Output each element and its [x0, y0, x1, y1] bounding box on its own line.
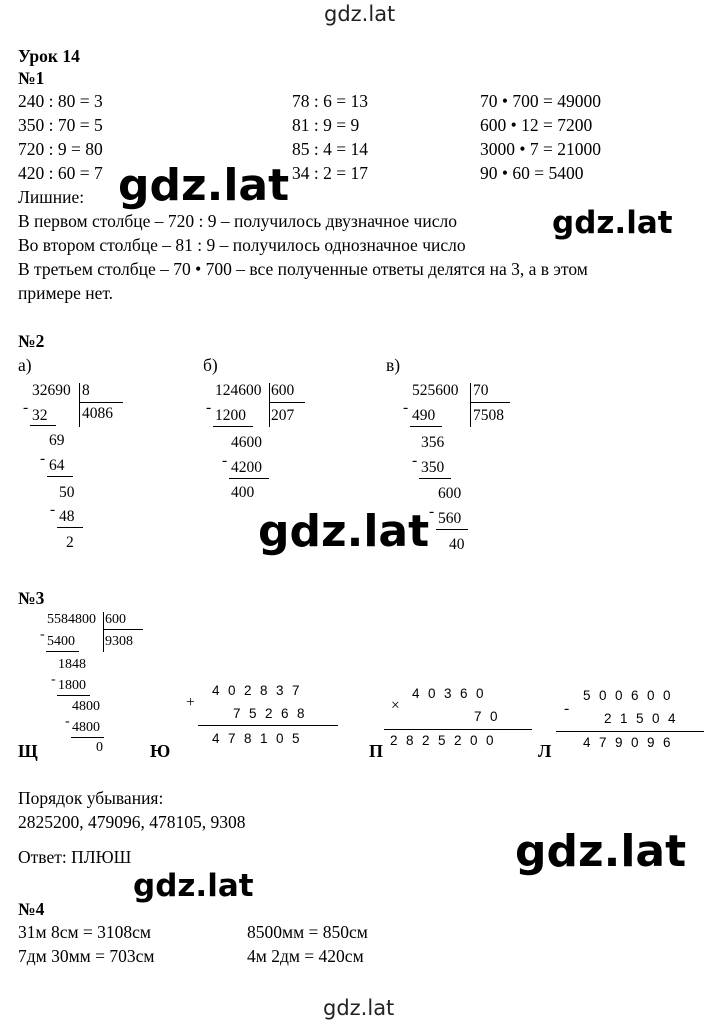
division-b-dividend: 124600	[215, 382, 262, 399]
task1-col1-row3: 720 : 9 = 80	[18, 139, 103, 159]
division3-step3: 1800	[58, 678, 86, 693]
lesson-title: Урок 14	[18, 46, 80, 66]
division-b-quotient: 207	[271, 407, 295, 424]
division-b-remainder: 400	[231, 484, 255, 498]
task1-line4: примере нет.	[18, 283, 114, 303]
division-c-dividend: 525600	[412, 382, 459, 399]
task1-extra-label: Лишние:	[18, 187, 85, 207]
task1-col1-row1: 240 : 80 = 3	[18, 91, 103, 111]
task2-c-label: в)	[386, 355, 401, 375]
watermark-center: gdz.lat	[258, 506, 430, 557]
task1-col1-row2: 350 : 70 = 5	[18, 115, 103, 135]
division-c-quotient: 7508	[473, 407, 504, 424]
division-a-step2: 69	[49, 432, 65, 449]
task3-number: №3	[18, 588, 45, 608]
task1-col3-row1: 70 • 700 = 49000	[480, 91, 601, 111]
division-c-step3: 350	[421, 459, 445, 476]
division-a-step3: 64	[49, 457, 65, 474]
task4-col2-row2: 4м 2дм = 420см	[247, 946, 364, 966]
division-a-quotient: 4086	[82, 405, 113, 422]
task4-col1-row1: 31м 8см = 3108см	[18, 922, 152, 942]
subtraction-result: 479096	[583, 735, 680, 750]
multiplication-sign: ×	[391, 697, 400, 714]
task2-a-label: а)	[18, 355, 32, 375]
task1-col2-row4: 34 : 2 = 17	[292, 163, 368, 183]
division-a-step1: 32	[32, 407, 48, 424]
division-a-dividend: 32690	[32, 382, 71, 399]
division-c-remainder: 40	[449, 536, 465, 553]
division-b-step2: 4600	[231, 434, 262, 451]
division-a-remainder: 2	[66, 534, 74, 551]
task1-line2: Во втором столбце – 81 : 9 – получилось однозначное число	[18, 235, 466, 255]
addition-sign: +	[186, 694, 195, 711]
division3-quotient: 9308	[105, 634, 133, 649]
division3-step4: 4800	[72, 699, 100, 714]
division-c-step2: 356	[421, 434, 445, 451]
task1-line3: В третьем столбце – 70 • 700 – все полученные ответы делятся на 3, а в этом	[18, 259, 588, 279]
division3-divisor: 600	[105, 612, 126, 627]
task1-col3-row4: 90 • 60 = 5400	[480, 163, 584, 183]
letter-yu: Ю	[150, 741, 171, 761]
subtraction-sign: -	[564, 700, 570, 717]
division3-step1: 5400	[47, 634, 75, 649]
watermark-top: gdz.lat	[324, 2, 396, 26]
task4-col2-row1: 8500мм = 850см	[247, 922, 368, 942]
addition-bottom: 75268	[233, 706, 314, 721]
task4-number: №4	[18, 899, 45, 919]
task1-col3-row3: 3000 • 7 = 21000	[480, 139, 601, 159]
order-values: 2825200, 479096, 478105, 9308	[18, 812, 246, 832]
division3-step2: 1848	[58, 657, 86, 672]
division-b-divisor: 600	[271, 382, 295, 399]
division3-dividend: 5584800	[47, 612, 96, 627]
division-c-divisor: 70	[473, 382, 489, 399]
division-c-step1: 490	[412, 407, 436, 424]
letter-sh: Щ	[18, 741, 38, 761]
addition-result: 478105	[212, 731, 309, 746]
task1-col3-row2: 600 • 12 = 7200	[480, 115, 593, 135]
watermark-mid-right: gdz.lat	[552, 205, 673, 241]
task4-col1-row2: 7дм 30мм = 703см	[18, 946, 155, 966]
watermark-bottom: gdz.lat	[323, 996, 395, 1020]
task1-col2-row1: 78 : 6 = 13	[292, 91, 368, 111]
subtraction-top: 500600	[583, 688, 680, 703]
addition-top: 402837	[212, 683, 309, 698]
division-b-step1: 1200	[215, 407, 246, 424]
subtraction-bottom: 21504	[604, 711, 685, 726]
multiplication-bottom: 70	[474, 709, 507, 724]
order-label: Порядок убывания:	[18, 788, 164, 808]
division-a-divisor: 8	[82, 382, 90, 399]
division-b-step3: 4200	[231, 459, 262, 476]
division-c-step4: 600	[438, 485, 462, 502]
division3-step5: 4800	[72, 720, 100, 735]
division-a-step4: 50	[59, 484, 75, 501]
division-a-step5: 48	[59, 508, 75, 525]
task1-col2-row3: 85 : 4 = 14	[292, 139, 368, 159]
task3-answer: Ответ: ПЛЮШ	[18, 847, 132, 867]
letter-p: П	[369, 741, 384, 761]
division3-remainder: 0	[96, 740, 103, 755]
watermark-small-left: gdz.lat	[133, 868, 254, 904]
task2-number: №2	[18, 331, 45, 351]
multiplication-result: 2825200	[390, 733, 503, 748]
multiplication-top: 40360	[412, 686, 493, 701]
division-c-step5: 560	[438, 510, 462, 527]
task1-number: №1	[18, 68, 45, 88]
watermark-big-right: gdz.lat	[515, 826, 687, 877]
task1-col1-row4: 420 : 60 = 7	[18, 163, 103, 183]
watermark-mid-left: gdz.lat	[118, 160, 290, 211]
task1-line1: В первом столбце – 720 : 9 – получилось двузначное число	[18, 211, 457, 231]
task2-b-label: б)	[203, 355, 218, 375]
task1-col2-row2: 81 : 9 = 9	[292, 115, 360, 135]
letter-l: Л	[538, 741, 552, 761]
